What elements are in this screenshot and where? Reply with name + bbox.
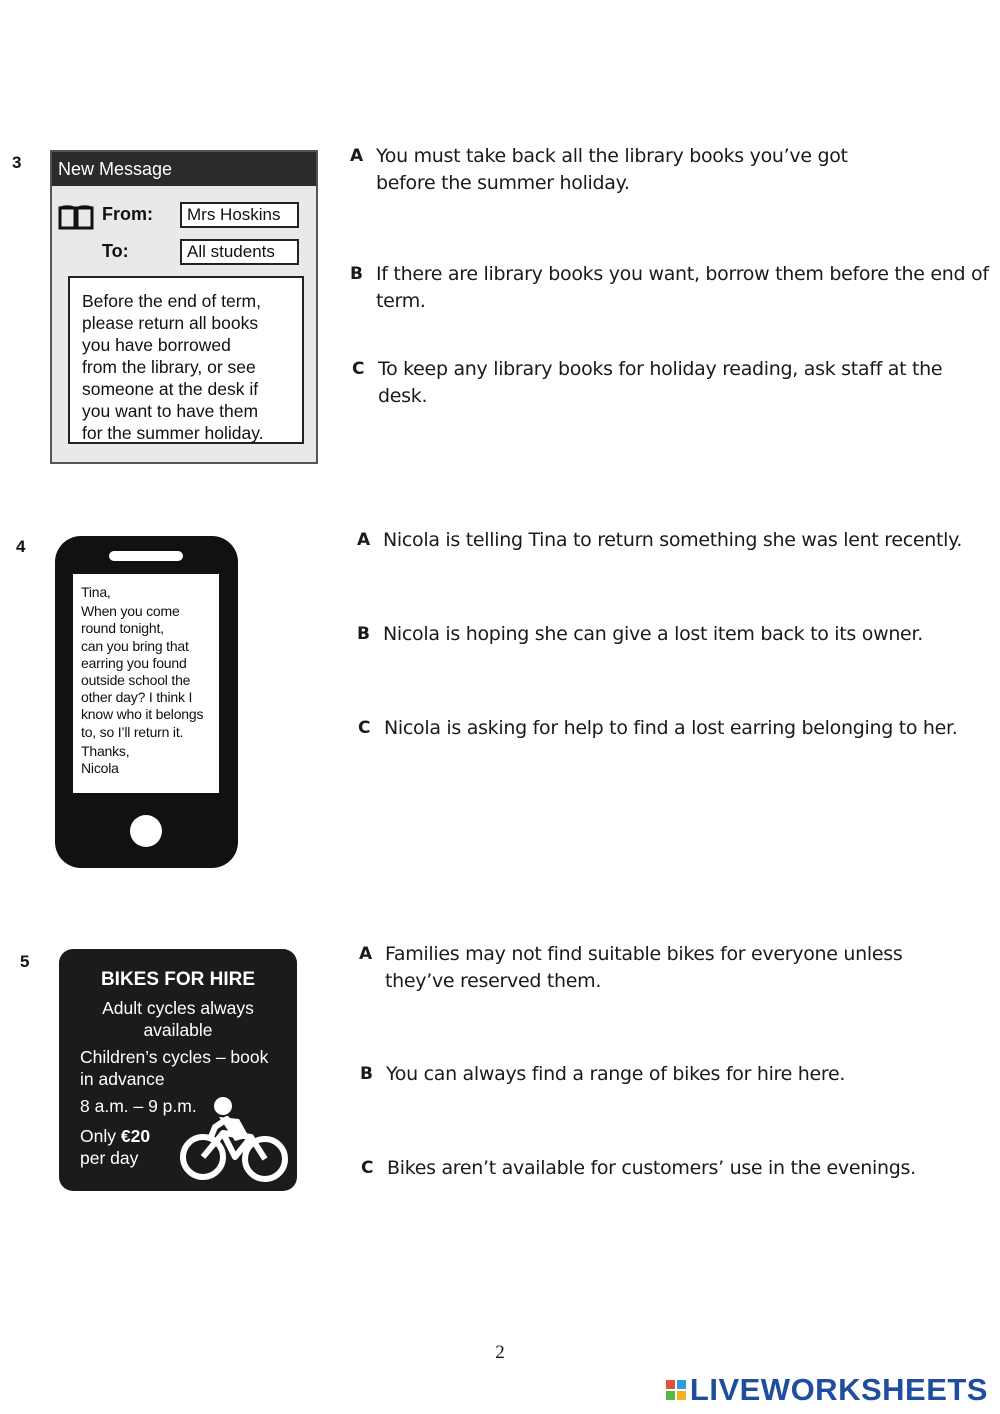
q5-option-c[interactable] xyxy=(361,1155,981,1182)
sign-price-line xyxy=(80,1125,150,1147)
message-line: you have borrowed xyxy=(82,335,231,355)
option-text: Nicola is asking for help to find a lost earring belonging to her. xyxy=(384,717,958,739)
question-number-4: 4 xyxy=(16,537,26,556)
sign-line: available xyxy=(143,1020,213,1040)
sms-line: can you bring that xyxy=(81,637,189,654)
option-text: You can always find a range of bikes for hire here. xyxy=(386,1063,846,1085)
sms-line: When you come xyxy=(81,603,180,620)
sign-per-day: per day xyxy=(80,1148,139,1168)
cyclist-icon xyxy=(179,1097,291,1187)
message-header: New Message xyxy=(52,152,316,186)
message-line: someone at the desk if xyxy=(82,379,259,399)
message-line: please return all books xyxy=(82,313,259,333)
sign-title: BIKES FOR HIRE xyxy=(100,969,256,990)
option-letter: B xyxy=(360,1064,373,1084)
message-line: you want to have them xyxy=(82,401,259,421)
to-label: To: xyxy=(102,241,129,261)
q4-option-a[interactable] xyxy=(357,527,977,554)
option-text: You must take back all the library books you’ve got before the summer holiday. xyxy=(376,145,848,194)
price-prefix: Only xyxy=(80,1126,121,1146)
sms-line: Tina, xyxy=(81,584,111,600)
sms-line: outside school the xyxy=(81,672,191,689)
q5-option-b[interactable] xyxy=(360,1061,980,1088)
sign-line: Children’s cycles – book xyxy=(80,1047,269,1067)
q3-option-a[interactable] xyxy=(350,143,910,197)
sms-line: other day? I think I xyxy=(81,689,193,706)
sms-line: Nicola xyxy=(81,760,119,777)
phone-screen xyxy=(73,574,219,793)
phone-illustration xyxy=(55,536,238,868)
price-value: €20 xyxy=(120,1126,151,1146)
sign-line: Adult cycles always xyxy=(102,998,254,1018)
liveworksheets-brand[interactable] xyxy=(666,1372,988,1408)
option-letter: B xyxy=(350,264,363,284)
option-text: Bikes aren’t available for customers’ use in the evenings. xyxy=(387,1157,916,1179)
book-icon xyxy=(58,204,94,230)
message-line: from the library, or see xyxy=(82,357,256,377)
option-text: Nicola is telling Tina to return something she was lent recently. xyxy=(383,529,963,551)
from-label: From: xyxy=(102,204,153,224)
option-text: Families may not find suitable bikes for everyone unless they’ve reserved them. xyxy=(385,943,903,992)
option-letter: A xyxy=(359,944,372,964)
q5-option-a[interactable] xyxy=(359,941,959,995)
bikes-for-hire-sign xyxy=(59,949,297,1191)
from-field: Mrs Hoskins xyxy=(180,202,299,228)
q4-option-b[interactable] xyxy=(357,621,977,648)
phone-speaker xyxy=(109,551,183,561)
new-message-panel xyxy=(50,150,318,464)
option-letter: B xyxy=(357,624,370,644)
q4-option-c[interactable] xyxy=(358,715,978,742)
page-number: 2 xyxy=(495,1342,505,1363)
option-text: Nicola is hoping she can give a lost item back to its owner. xyxy=(383,623,923,645)
liveworksheets-logo-icon xyxy=(666,1380,686,1400)
question-number-3: 3 xyxy=(12,153,22,172)
q3-option-c[interactable] xyxy=(352,356,972,410)
message-line: Before the end of term, xyxy=(82,291,261,311)
sms-line: know who it belongs xyxy=(81,706,204,723)
message-body xyxy=(68,276,304,444)
sign-line: in advance xyxy=(80,1069,165,1089)
to-field: All students xyxy=(180,239,299,265)
option-letter: A xyxy=(357,530,370,550)
option-letter: A xyxy=(350,146,363,166)
sign-hours: 8 a.m. – 9 p.m. xyxy=(80,1096,197,1116)
option-text: If there are library books you want, borrow them before the end of term. xyxy=(376,263,989,312)
home-button xyxy=(130,815,162,847)
sms-line: earring you found xyxy=(81,654,187,671)
option-letter: C xyxy=(358,718,371,738)
option-letter: C xyxy=(352,359,365,379)
sms-line: round tonight, xyxy=(81,620,164,637)
brand-text: LIVEWORKSHEETS xyxy=(689,1372,988,1407)
sms-line: to, so I’ll return it. xyxy=(81,723,184,740)
sms-line: Thanks, xyxy=(81,742,130,759)
option-text: To keep any library books for holiday reading, ask staff at the desk. xyxy=(378,358,943,407)
option-letter: C xyxy=(361,1158,374,1178)
question-number-5: 5 xyxy=(20,952,30,971)
q3-option-b[interactable] xyxy=(350,261,990,315)
message-line: for the summer holiday. xyxy=(82,423,264,443)
